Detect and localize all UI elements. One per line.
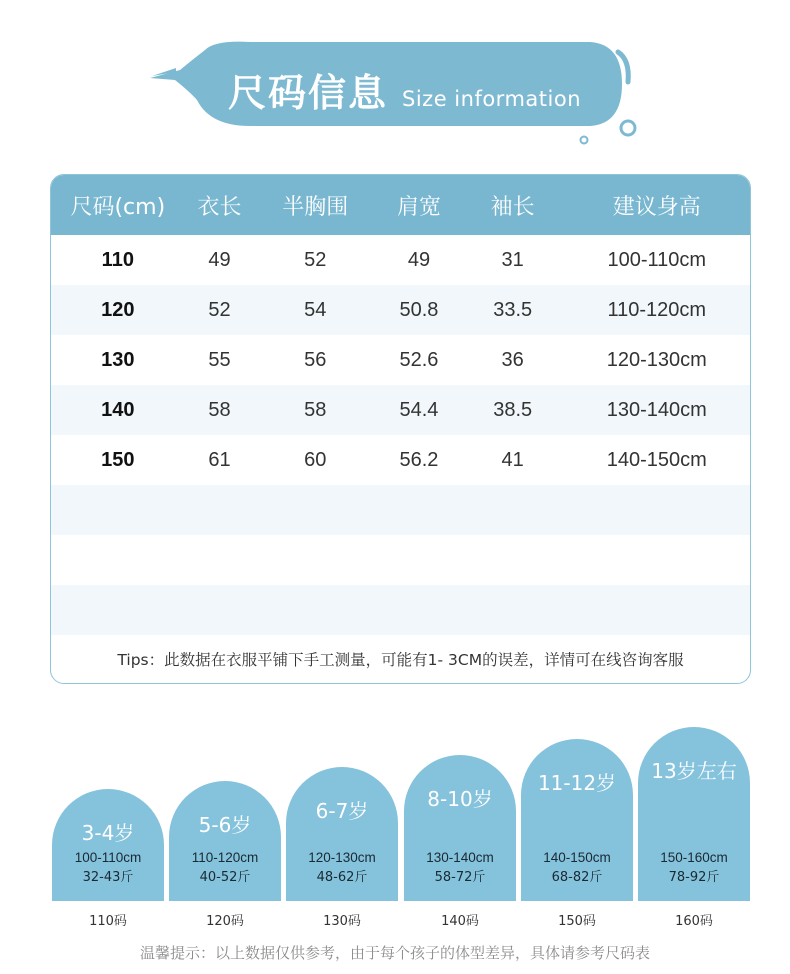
size-label: 130码 (323, 914, 361, 929)
table-header-row (51, 175, 750, 235)
cell-sleeve: 38.5 (493, 398, 533, 421)
cell-height: 120-130cm (606, 348, 707, 371)
age-card (169, 781, 281, 901)
cell-half-chest: 52 (304, 248, 327, 271)
cell-shoulder: 50.8 (399, 298, 439, 321)
cell-height: 100-110cm (607, 248, 707, 271)
header-size: 尺码(cm) (70, 194, 166, 220)
age-card (521, 739, 633, 901)
table-row-empty (51, 485, 750, 535)
cell-half-chest: 54 (304, 298, 327, 321)
cell-half-chest: 58 (304, 398, 327, 421)
size-label: 110码 (89, 914, 127, 929)
height-range: 150-160cm (660, 850, 728, 865)
table-row (51, 285, 750, 335)
height-range: 140-150cm (543, 850, 611, 865)
cell-sleeve: 31 (501, 248, 524, 271)
cell-length: 49 (208, 248, 231, 271)
height-range: 100-110cm (74, 850, 142, 865)
table-tips: Tips：此数据在衣服平铺下手工测量，可能有1- 3CM的误差，详情可在线咨询客服 (117, 651, 684, 669)
bubble-dot (621, 121, 635, 135)
age-range: 3-4岁 (81, 821, 135, 845)
height-range: 130-140cm (426, 850, 494, 865)
cell-length: 61 (208, 448, 231, 471)
cell-size: 150 (101, 448, 135, 471)
age-range: 5-6岁 (198, 813, 252, 837)
table-row-empty (51, 585, 750, 635)
table-row (51, 435, 750, 485)
cell-shoulder: 49 (407, 248, 431, 271)
cell-half-chest: 60 (304, 448, 327, 471)
cell-sleeve: 41 (501, 448, 524, 471)
age-range: 6-7岁 (315, 799, 369, 823)
weight-range: 32-43斤 (82, 870, 134, 885)
cell-size: 120 (101, 298, 135, 321)
age-card (52, 789, 164, 901)
height-range: 110-120cm (191, 850, 259, 865)
weight-range: 40-52斤 (199, 870, 251, 885)
cell-shoulder: 56.2 (399, 448, 439, 471)
weight-range: 78-92斤 (668, 870, 720, 885)
header-length: 衣长 (197, 194, 242, 220)
size-label: 120码 (206, 914, 244, 929)
cell-height: 110-120cm (607, 298, 707, 321)
cell-half-chest: 56 (304, 348, 327, 371)
table-row (51, 335, 750, 385)
age-range: 13岁左右 (651, 759, 737, 783)
cell-length: 52 (208, 298, 231, 321)
cell-size: 130 (101, 348, 135, 371)
table-row (51, 385, 750, 435)
age-card (286, 767, 398, 901)
weight-range: 68-82斤 (551, 870, 603, 885)
size-label: 160码 (675, 914, 713, 929)
header-sleeve: 袖长 (490, 194, 535, 220)
weight-range: 48-62斤 (316, 870, 368, 885)
height-range: 120-130cm (308, 850, 376, 865)
cell-size: 140 (101, 398, 135, 421)
header-title (228, 62, 581, 115)
cell-height: 130-140cm (606, 398, 707, 421)
cell-height: 140-150cm (606, 448, 707, 471)
table-row (51, 235, 750, 285)
size-label: 150码 (558, 914, 596, 929)
title-cn: 尺码信息 (228, 71, 389, 115)
size-table (50, 174, 751, 684)
cell-shoulder: 54.4 (399, 398, 439, 421)
title-en: Size information (402, 87, 581, 111)
cell-size: 110 (101, 248, 134, 271)
header-half-chest: 半胸围 (282, 194, 349, 220)
age-card (638, 727, 750, 901)
weight-range: 58-72斤 (434, 870, 486, 885)
age-card (404, 755, 516, 901)
age-range: 8-10岁 (427, 787, 493, 811)
cell-length: 58 (208, 398, 231, 421)
header-shoulder: 肩宽 (396, 194, 441, 220)
cell-sleeve: 33.5 (493, 298, 533, 321)
size-label: 140码 (441, 914, 479, 929)
bubble-dot-small (581, 137, 588, 144)
header-height: 建议身高 (612, 194, 701, 220)
cell-shoulder: 52.6 (399, 348, 439, 371)
footer-note: 温馨提示：以上数据仅供参考，由于每个孩子的体型差异，具体请参考尺码表 (139, 944, 650, 962)
cell-length: 55 (208, 348, 231, 371)
cell-sleeve: 36 (501, 348, 524, 371)
age-range: 11-12岁 (537, 771, 617, 795)
table-row-empty (51, 535, 750, 585)
